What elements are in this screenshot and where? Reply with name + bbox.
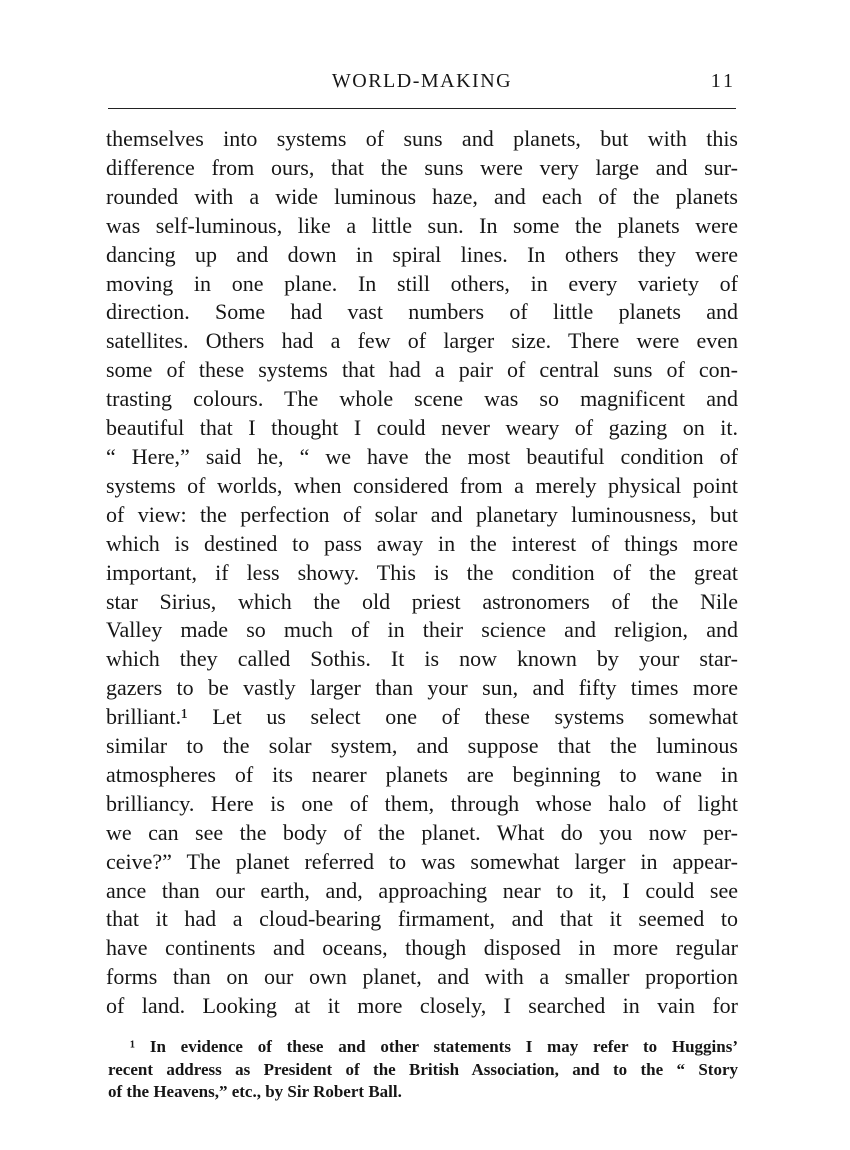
text-line: direction. Some had vast numbers of little planets and: [106, 299, 738, 325]
footnote-line: of the Heavens,” etc., by Sir Robert Ball.: [108, 1082, 402, 1101]
text-line: beautiful that I thought I could never weary of gazing on it.: [106, 415, 738, 441]
text-line: brilliancy. Here is one of them, through whose halo of light: [106, 790, 738, 816]
text-line: star Sirius, which the old priest astronomers of the Nile: [106, 588, 738, 614]
text-line: “ Here,” said he, “ we have the most beautiful condition of: [106, 443, 738, 469]
footnote: [108, 1036, 738, 1104]
text-line: dancing up and down in spiral lines. In others they were: [106, 241, 738, 267]
header-rule: [108, 108, 736, 109]
text-line: have continents and oceans, though disposed in more regular: [106, 935, 738, 961]
text-line: Valley made so much of in their science and religion, and: [106, 617, 738, 643]
text-line: ance than our earth, and, approaching near to it, I could see: [106, 877, 738, 903]
footnote-line: recent address as President of the British Association, and to the “ Story: [108, 1059, 738, 1079]
text-line: satellites. Others had a few of larger size. There were even: [106, 328, 738, 354]
text-line: of view: the perfection of solar and planetary luminousness, but: [106, 501, 738, 527]
text-line: atmospheres of its nearer planets are beginning to wane in: [106, 761, 738, 787]
text-line: that it had a cloud-bearing firmament, and that it seemed to: [106, 906, 738, 932]
text-line: we can see the body of the planet. What do you now per-: [106, 819, 738, 845]
text-line: which is destined to pass away in the interest of things more: [106, 530, 738, 556]
text-line: systems of worlds, when considered from a merely physical point: [106, 472, 738, 498]
footnote-line: ¹ In evidence of these and other statements I may refer to Huggins’: [130, 1037, 738, 1056]
text-line: difference from ours, that the suns were very large and sur-: [106, 154, 738, 180]
text-line: brilliant.¹ Let us select one of these systems somewhat: [106, 704, 738, 730]
text-line: gazers to be vastly larger than your sun, and fifty times more: [106, 675, 738, 701]
text-line: trasting colours. The whole scene was so magnificent and: [106, 386, 738, 412]
running-title: WORLD-MAKING: [331, 70, 513, 92]
text-line: important, if less showy. This is the condition of the great: [106, 559, 738, 585]
page-number: 11: [710, 70, 736, 92]
running-head: [108, 70, 736, 98]
text-line: ceive?” The planet referred to was somewhat larger in appear-: [106, 848, 738, 874]
text-line: which they called Sothis. It is now known by your star-: [106, 646, 738, 672]
text-line: of land. Looking at it more closely, I searched in vain for: [106, 993, 738, 1019]
body-text: [106, 125, 738, 1021]
text-line: some of these systems that had a pair of central suns of con-: [106, 357, 738, 383]
text-line: forms than on our own planet, and with a smaller proportion: [106, 964, 738, 990]
text-line: similar to the solar system, and suppose that the luminous: [106, 733, 738, 759]
text-line: was self-luminous, like a little sun. In some the planets were: [106, 212, 738, 238]
text-line: moving in one plane. In still others, in every variety of: [106, 270, 738, 296]
text-line: themselves into systems of suns and planets, but with this: [106, 126, 738, 151]
text-line: rounded with a wide luminous haze, and each of the planets: [106, 183, 738, 209]
